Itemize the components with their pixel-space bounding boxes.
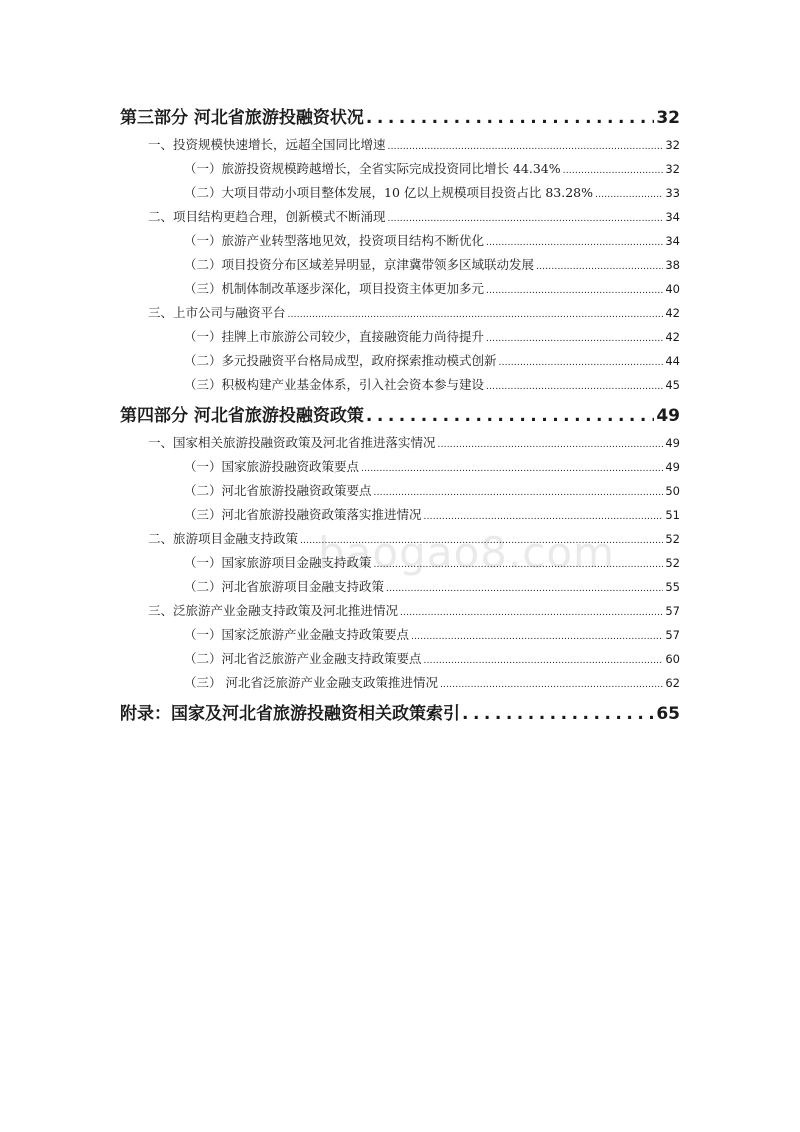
- toc-subsection[interactable]: [120, 373, 680, 397]
- toc-page-number: 52: [665, 532, 680, 546]
- table-of-contents: [120, 103, 680, 729]
- toc-page-number: 62: [665, 676, 680, 690]
- toc-entry-title: （一）国家泛旅游产业金融支持政策要点: [184, 627, 410, 642]
- toc-entry-title: 三、泛旅游产业金融支持政策及河北推进情况: [148, 603, 399, 618]
- toc-subsection[interactable]: [120, 253, 680, 277]
- toc-subsection[interactable]: [120, 551, 680, 575]
- toc-section[interactable]: [120, 527, 680, 551]
- toc-leader-dots: [486, 231, 663, 255]
- toc-leader-dots: [424, 505, 664, 529]
- toc-leader-dots: [563, 159, 664, 183]
- toc-entry-title: （二）河北省泛旅游产业金融支持政策要点: [184, 651, 422, 666]
- toc-part-4[interactable]: [120, 401, 680, 431]
- toc-entry-title: （一）旅游投资规模跨越增长，全省实际完成投资同比增长 44.34%: [184, 161, 561, 176]
- toc-section[interactable]: [120, 133, 680, 157]
- toc-page-number: 42: [665, 306, 680, 320]
- toc-page-number: 49: [665, 436, 680, 450]
- toc-subsection[interactable]: [120, 503, 680, 527]
- toc-entry-title: （二）大项目带动小项目整体发展，10 亿以上规模项目投资占比 83.28%: [184, 185, 594, 200]
- toc-leader-dots: [288, 303, 664, 327]
- toc-page-number: 40: [665, 282, 680, 296]
- toc-page-number: 60: [665, 652, 680, 666]
- toc-entry-title: 二、旅游项目金融支持政策: [148, 531, 299, 546]
- toc-subsection[interactable]: [120, 181, 680, 205]
- toc-entry-title: （三） 河北省泛旅游产业金融支政策推进情况: [184, 675, 438, 690]
- toc-leader-dots: [366, 401, 654, 431]
- toc-page-number: 50: [665, 484, 680, 498]
- toc-subsection[interactable]: [120, 455, 680, 479]
- toc-page-number: 34: [665, 210, 680, 224]
- toc-leader-dots: [400, 601, 663, 625]
- toc-page-number: 38: [665, 258, 680, 272]
- toc-page-number: 49: [665, 460, 680, 474]
- toc-section[interactable]: [120, 431, 680, 455]
- toc-leader-dots: [374, 481, 664, 505]
- toc-entry-title: （二）河北省旅游投融资政策要点: [184, 483, 372, 498]
- toc-page-number: 57: [665, 628, 680, 642]
- toc-page-number: 34: [665, 234, 680, 248]
- toc-entry-title: （一）国家旅游投融资政策要点: [184, 459, 360, 474]
- toc-entry-title: 三、上市公司与融资平台: [148, 305, 286, 320]
- toc-leader-dots: [411, 625, 663, 649]
- toc-page-number: 32: [665, 138, 680, 152]
- toc-leader-dots: [361, 457, 663, 481]
- toc-leader-dots: [386, 577, 663, 601]
- toc-subsection[interactable]: [120, 575, 680, 599]
- toc-page-number: 49: [656, 406, 680, 426]
- toc-subsection[interactable]: [120, 325, 680, 349]
- watermark-text: baogao8.com: [318, 528, 615, 577]
- toc-subsection[interactable]: [120, 277, 680, 301]
- toc-leader-dots: [595, 183, 663, 207]
- toc-entry-title: 附录：国家及河北省旅游投融资相关政策索引: [120, 704, 460, 724]
- toc-entry-title: 一、投资规模快速增长，远超全国同比增速: [148, 137, 386, 152]
- toc-entry-title: 一、国家相关旅游投融资政策及河北省推进落实情况: [148, 435, 436, 450]
- toc-subsection[interactable]: [120, 479, 680, 503]
- toc-subsection[interactable]: [120, 671, 680, 695]
- toc-page-number: 57: [665, 604, 680, 618]
- toc-subsection[interactable]: [120, 623, 680, 647]
- toc-page-number: 45: [665, 378, 680, 392]
- toc-page-number: 32: [665, 162, 680, 176]
- toc-subsection[interactable]: [120, 229, 680, 253]
- toc-leader-dots: [300, 529, 663, 553]
- toc-subsection[interactable]: [120, 349, 680, 373]
- toc-page-number: 44: [665, 354, 680, 368]
- toc-leader-dots: [486, 279, 663, 303]
- toc-leader-dots: [499, 351, 664, 375]
- toc-leader-dots: [424, 649, 664, 673]
- toc-entry-title: （一）国家旅游项目金融支持政策: [184, 555, 372, 570]
- toc-section[interactable]: [120, 599, 680, 623]
- toc-appendix[interactable]: [120, 699, 680, 729]
- toc-leader-dots: [536, 255, 663, 279]
- toc-subsection[interactable]: [120, 647, 680, 671]
- toc-subsection[interactable]: [120, 157, 680, 181]
- toc-page-number: 42: [665, 330, 680, 344]
- toc-entry-title: （一）旅游产业转型落地见效，投资项目结构不断优化: [184, 233, 485, 248]
- toc-leader-dots: [440, 673, 663, 697]
- toc-page-number: 33: [665, 186, 680, 200]
- toc-entry-title: （三）积极构建产业基金体系，引入社会资本参与建设: [184, 377, 485, 392]
- toc-entry-title: 第四部分 河北省旅游投融资政策: [120, 406, 364, 426]
- toc-section[interactable]: [120, 205, 680, 229]
- toc-entry-title: （三）河北省旅游投融资政策落实推进情况: [184, 507, 422, 522]
- toc-leader-dots: [388, 207, 664, 231]
- toc-leader-dots: [388, 135, 664, 159]
- toc-leader-dots: [486, 375, 663, 399]
- toc-page-number: 52: [665, 556, 680, 570]
- toc-leader-dots: [438, 433, 664, 457]
- toc-leader-dots: [374, 553, 664, 577]
- toc-part-3[interactable]: [120, 103, 680, 133]
- toc-entry-title: （三）机制体制改革逐步深化，项目投资主体更加多元: [184, 281, 485, 296]
- toc-leader-dots: [462, 699, 654, 729]
- toc-section[interactable]: [120, 301, 680, 325]
- toc-page-number: 65: [656, 704, 680, 724]
- toc-leader-dots: [366, 103, 654, 133]
- toc-leader-dots: [486, 327, 663, 351]
- toc-page-number: 32: [656, 108, 680, 128]
- toc-entry-title: （二）项目投资分布区域差异明显，京津冀带领多区域联动发展: [184, 257, 535, 272]
- toc-page-number: 55: [665, 580, 680, 594]
- toc-entry-title: 二、项目结构更趋合理，创新模式不断涌现: [148, 209, 386, 224]
- toc-entry-title: （二）河北省旅游项目金融支持政策: [184, 579, 385, 594]
- toc-entry-title: （二）多元投融资平台格局成型，政府探索推动模式创新: [184, 353, 497, 368]
- toc-entry-title: 第三部分 河北省旅游投融资状况: [120, 108, 364, 128]
- toc-page-number: 51: [665, 508, 680, 522]
- toc-entry-title: （一）挂牌上市旅游公司较少，直接融资能力尚待提升: [184, 329, 485, 344]
